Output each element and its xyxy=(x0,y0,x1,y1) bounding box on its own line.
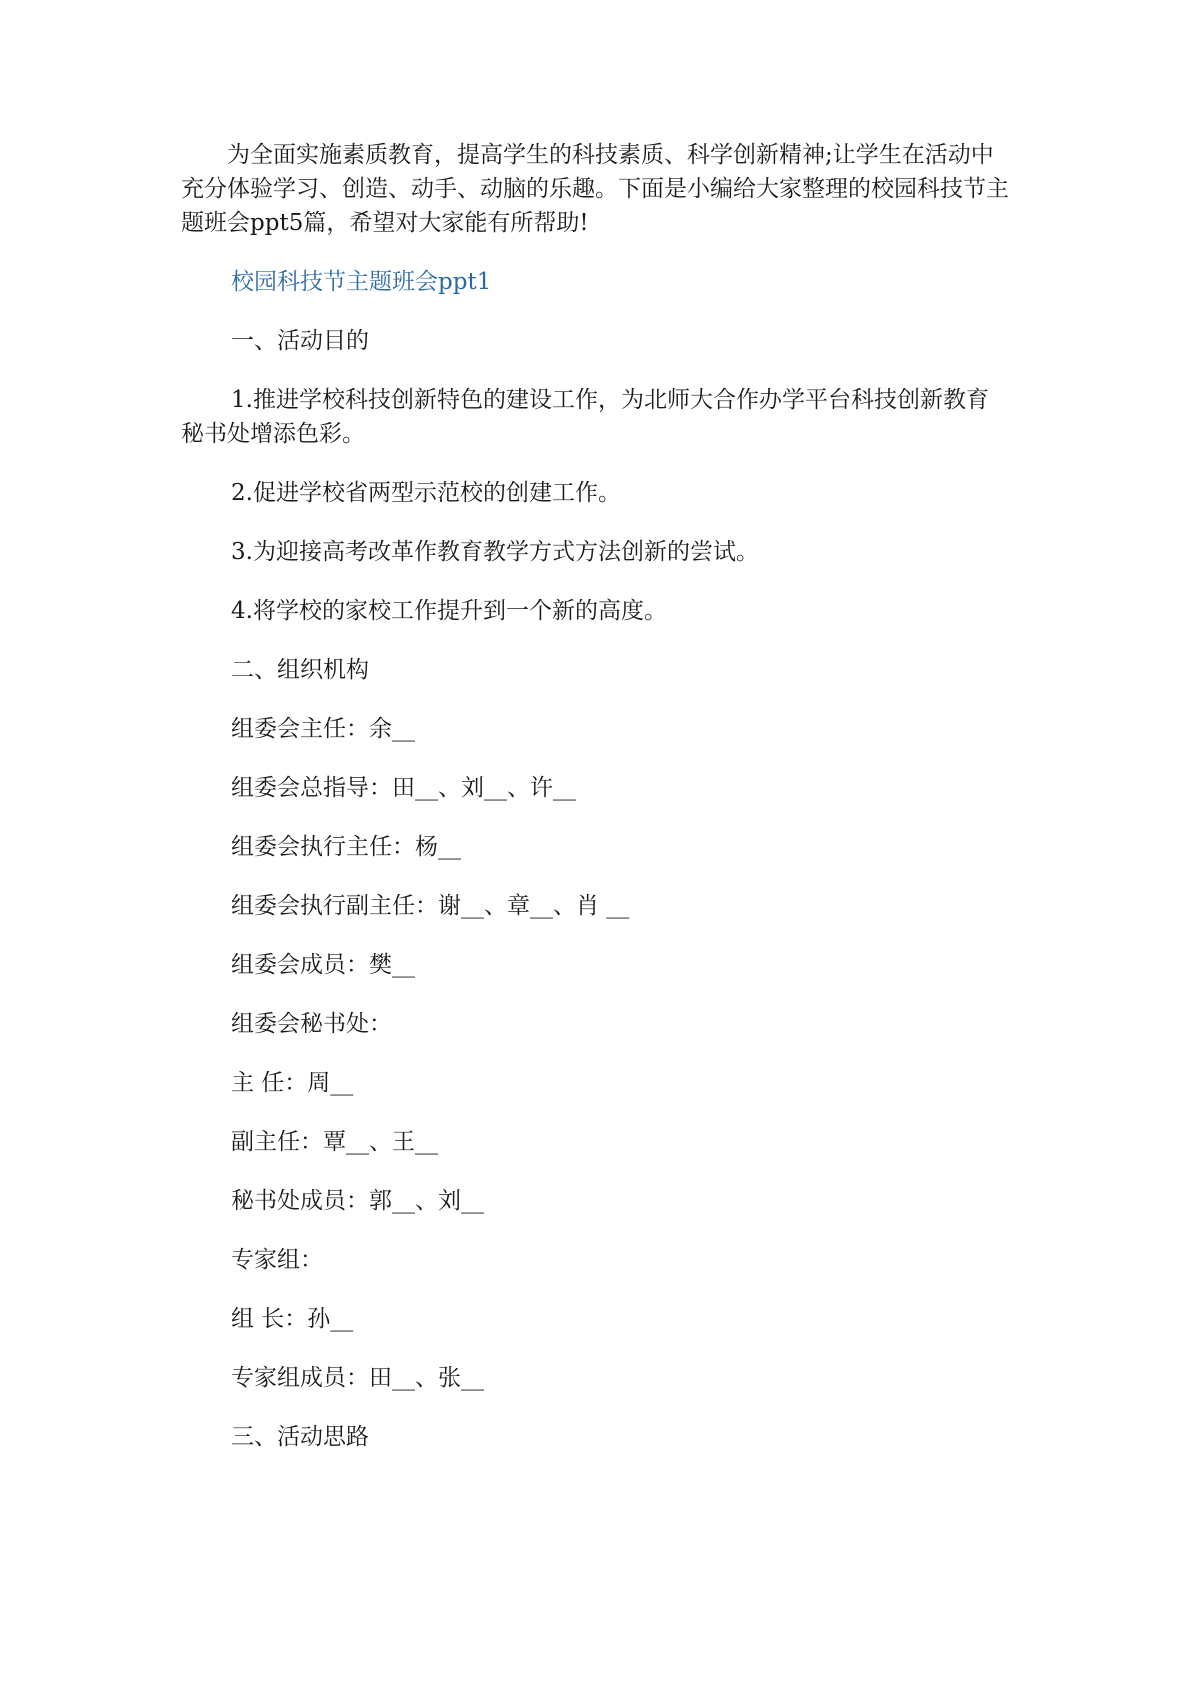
org-line: 组委会执行主任：杨__ xyxy=(231,834,461,860)
org-line: 组委会总指导：田__、刘__、许__ xyxy=(231,775,576,801)
org-line: 组委会秘书处： xyxy=(231,1011,392,1037)
org-line: 专家组： xyxy=(231,1247,323,1273)
section-heading-purpose: 一、活动目的 xyxy=(231,328,369,354)
section-heading-approach: 三、活动思路 xyxy=(231,1424,369,1450)
org-line: 秘书处成员：郭__、刘__ xyxy=(231,1188,484,1214)
purpose-item-4: 4.将学校的家校工作提升到一个新的高度。 xyxy=(231,598,667,624)
org-line: 组 长：孙__ xyxy=(231,1306,354,1332)
document-body xyxy=(181,138,1011,1479)
purpose-item-2: 2.促进学校省两型示范校的创建工作。 xyxy=(231,480,621,506)
intro-paragraph: 为全面实施素质教育，提高学生的科技素质、科学创新精神;让学生在活动中充分体验学习、创造、动手、动脑的乐趣。下面是小编给大家整理的校园科技节主题班会ppt5篇，希望对大家能有所帮助! xyxy=(181,142,1009,236)
article-title-link[interactable]: 校园科技节主题班会ppt1 xyxy=(231,269,492,295)
org-line: 组委会执行副主任：谢__、章__、肖 __ xyxy=(231,893,630,919)
purpose-item-3: 3.为迎接高考改革作教育教学方式方法创新的尝试。 xyxy=(231,539,759,565)
section-heading-organization: 二、组织机构 xyxy=(231,657,369,683)
purpose-item-1: 1.推进学校科技创新特色的建设工作，为北师大合作办学平台科技创新教育秘书处增添色彩。 xyxy=(181,387,989,447)
org-line: 组委会主任：余__ xyxy=(231,716,415,742)
org-line: 主 任：周__ xyxy=(231,1070,354,1096)
org-line: 副主任：覃__、王__ xyxy=(231,1129,438,1155)
org-line: 组委会成员：樊__ xyxy=(231,952,415,978)
org-line: 专家组成员：田__、张__ xyxy=(231,1365,484,1391)
